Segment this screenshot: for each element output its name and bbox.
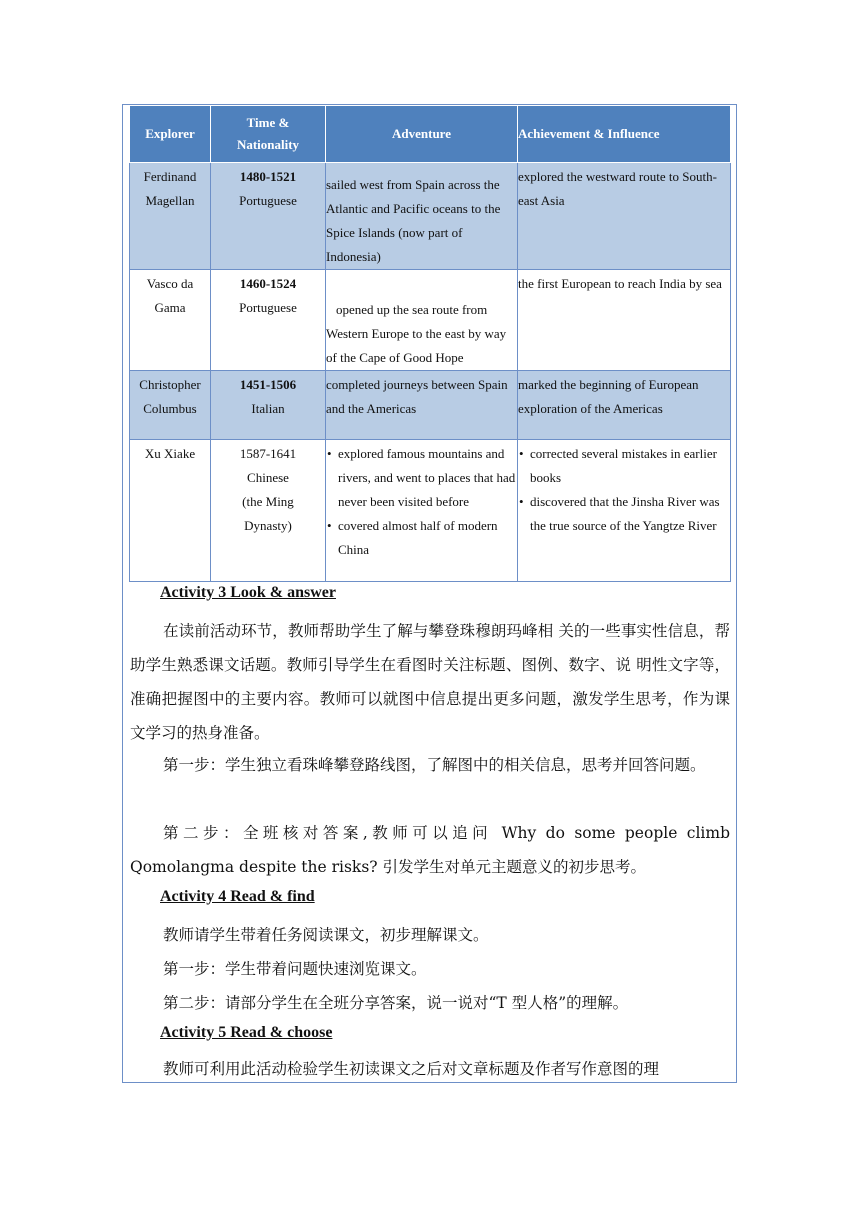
activity3-paragraph-1: 在读前活动环节，教师帮助学生了解与攀登珠穆朗玛峰相 关的一些事实性信息，帮助学生熟悉课文话题。教师引导学生在看图时关注标题、图例、数字、说 明性文字等，准确把握图中的主要内容。教师可以就图中信息提出更多问题，激发学生思考，作为课文学习的热身准备。 bbox=[130, 622, 730, 742]
time-nationality bbox=[211, 440, 326, 582]
years: 1460-1524 bbox=[239, 276, 297, 291]
explorer-name: Xu Xiake bbox=[130, 440, 211, 582]
table-row bbox=[130, 371, 731, 440]
table-row bbox=[130, 270, 731, 371]
explorer-name: Vasco da Gama bbox=[130, 270, 211, 371]
table-row bbox=[130, 163, 731, 270]
list-item: • explored famous mountains and rivers, and went to places that had never been visited before bbox=[326, 442, 517, 514]
years: 1480-1521 bbox=[239, 169, 297, 184]
header-explorer: Explorer bbox=[130, 106, 211, 163]
dynasty: (the Ming Dynasty) bbox=[242, 494, 294, 533]
achievement: marked the beginning of European exploration of the Americas bbox=[518, 371, 731, 440]
list-item: • corrected several mistakes in earlier books bbox=[518, 442, 730, 490]
activity4-paragraph-1: 教师请学生带着任务阅读课文，初步理解课文。 bbox=[163, 926, 489, 944]
adventure: completed journeys between Spain and the Americas bbox=[326, 371, 518, 440]
nationality: Portuguese bbox=[239, 193, 297, 208]
activity3-paragraph-3: 第二步：全班核对答案,教师可以追问 Why do some people climb Qomolangma despite the risks? 引发学生对单元主题意义的初步思考。 bbox=[130, 824, 730, 876]
adventure bbox=[326, 440, 518, 582]
header-time-nationality: Time & Nationality bbox=[211, 106, 326, 163]
activity3-title: Activity 3 Look & answer bbox=[160, 584, 336, 601]
table-header-row bbox=[130, 106, 731, 163]
nationality: Italian bbox=[251, 401, 285, 416]
explorers-table bbox=[129, 105, 731, 582]
list-item: • covered almost half of modern China bbox=[326, 514, 517, 562]
explorer-name: Ferdinand Magellan bbox=[130, 163, 211, 270]
achievement: the first European to reach India by sea bbox=[518, 270, 731, 371]
explorer-name: Christopher Columbus bbox=[130, 371, 211, 440]
activity3-paragraph-2: 第一步：学生独立看珠峰攀登路线图，了解图中的相关信息，思考并回答问题。 bbox=[163, 756, 706, 774]
time-nationality bbox=[211, 163, 326, 270]
achievement-list bbox=[518, 442, 730, 538]
years: 1587-1641 bbox=[239, 446, 297, 461]
header-adventure: Adventure bbox=[326, 106, 518, 163]
adventure-list bbox=[326, 442, 517, 562]
activity4-paragraph-3: 第二步：请部分学生在全班分享答案，说一说对“T 型人格”的理解。 bbox=[163, 994, 629, 1012]
activity4-paragraph-2: 第一步：学生带着问题快速浏览课文。 bbox=[163, 960, 427, 978]
activity5-paragraph-1: 教师可利用此活动检验学生初读课文之后对文章标题及作者写作意图的理 bbox=[163, 1060, 660, 1078]
achievement bbox=[518, 440, 731, 582]
list-item: • discovered that the Jinsha River was the true source of the Yangtze River bbox=[518, 490, 730, 538]
time-nationality bbox=[211, 371, 326, 440]
time-nationality bbox=[211, 270, 326, 371]
nationality: Chinese bbox=[247, 470, 289, 485]
activity5-title: Activity 5 Read & choose bbox=[160, 1024, 333, 1041]
achievement: explored the westward route to South-east Asia bbox=[518, 163, 731, 270]
adventure: opened up the sea route from Western Europe to the east by way of the Cape of Good Hope bbox=[326, 270, 518, 371]
nationality: Portuguese bbox=[239, 300, 297, 315]
adventure: sailed west from Spain across the Atlantic and Pacific oceans to the Spice Islands (now part of Indonesia) bbox=[326, 163, 518, 270]
header-achievement: Achievement & Influence bbox=[518, 106, 731, 163]
activity4-title: Activity 4 Read & find bbox=[160, 888, 315, 905]
years: 1451-1506 bbox=[239, 377, 297, 392]
table-row bbox=[130, 440, 731, 582]
